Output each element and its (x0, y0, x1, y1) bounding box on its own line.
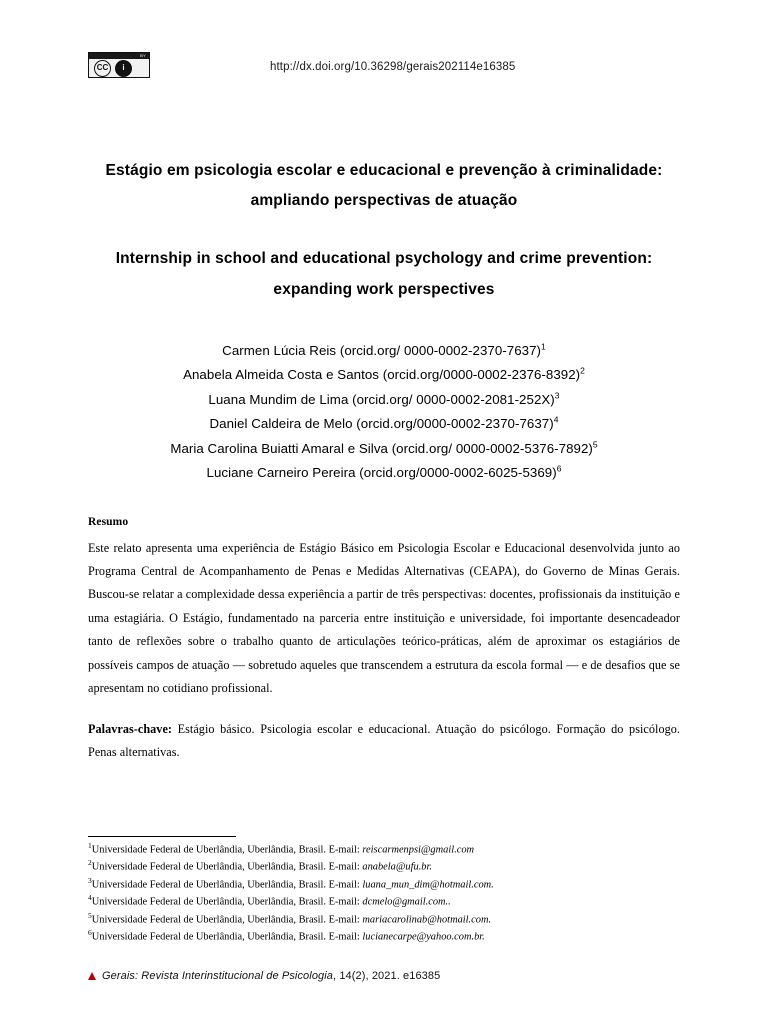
triangle-marker-icon (88, 972, 96, 980)
footnote-marker: 2 (88, 858, 92, 868)
author-footnote-marker: 6 (556, 463, 562, 474)
cc-by-glyph-icon: i (115, 60, 132, 77)
footnote-marker: 1 (88, 841, 92, 850)
doi-link[interactable]: http://dx.doi.org/10.36298/gerais202114e16385 (270, 61, 516, 73)
footnote-email[interactable]: anabela@ufu.br. (362, 861, 432, 873)
author-entry (88, 339, 680, 363)
keywords-text: Estágio básico. Psicologia escolar e educacional. Atuação do psicólogo. Formação do psicólogo. Penas alternativas. (88, 721, 680, 759)
author-entry (88, 461, 680, 485)
author-name: Anabela Almeida Costa e Santos (orcid.org/0000-0002-2376-8392) (183, 367, 581, 383)
author-entry (88, 412, 680, 436)
footnote-affiliation: Universidade Federal de Uberlândia, Uberlândia, Brasil. E-mail: (91, 896, 363, 908)
author-footnote-marker: 3 (554, 390, 560, 401)
license-badge-top-label: BY (89, 53, 149, 59)
article-title-portuguese: Estágio em psicologia escolar e educacional e prevenção à criminalidade: ampliando perspectivas de atuação (105, 162, 663, 210)
author-name: Carmen Lúcia Reis (orcid.org/ 0000-0002-2370-7637) (222, 342, 542, 358)
footnote-email[interactable]: luana_mun_dim@hotmail.com. (362, 879, 494, 891)
license-badge-body (89, 59, 149, 77)
abstract-heading: Resumo (88, 515, 129, 528)
page-footer (88, 970, 440, 982)
footnote-item (88, 841, 680, 858)
page-header (88, 52, 680, 94)
footnote-item (88, 858, 680, 875)
author-footnote-marker: 4 (553, 414, 559, 425)
footer-journal-name: Gerais: Revista Interinstitucional de Psicologia (102, 970, 334, 982)
footnote-email[interactable]: dcmelo@gmail.com.. (362, 896, 451, 908)
footnote-marker: 4 (88, 893, 92, 903)
author-name: Daniel Caldeira de Melo (orcid.org/0000-0002-2370-7637) (209, 416, 554, 432)
author-footnote-marker: 2 (580, 365, 585, 376)
abstract-section (88, 516, 680, 701)
author-name: Luciane Carneiro Pereira (orcid.org/0000-0002-6025-5369) (206, 465, 557, 481)
footnote-item (88, 911, 680, 928)
article-title-english: Internship in school and educational psychology and crime prevention: expanding work perspectives (115, 250, 653, 298)
author-entry (88, 388, 680, 412)
footer-issue-info: , 14(2), 2021. e16385 (333, 970, 441, 982)
footnote-affiliation: Universidade Federal de Uberlândia, Uberlândia, Brasil. E-mail: (91, 879, 363, 891)
footnote-marker: 5 (88, 910, 92, 920)
footnote-email[interactable]: mariacarolinab@hotmail.com. (362, 914, 492, 926)
author-entry (88, 363, 680, 387)
keywords-label: Palavras-chave: (88, 721, 173, 736)
author-name: Luana Mundim de Lima (orcid.org/ 0000-0002-2081-252X) (208, 391, 555, 407)
author-list (88, 339, 680, 486)
footer-citation (102, 970, 440, 982)
abstract-text: Este relato apresenta uma experiência de Estágio Básico em Psicologia Escolar e Educacional desenvolvida junto ao Programa Central de Acompanhamento de Penas e Medidas Alternativas (CEAPA), do Governo de Minas Gerais. Buscou-se relatar a complexidade dessa experiência a partir de três perspectivas: docentes, profissionais da instituição e uma estagiária. O Estágio, fundamentado na parceria entre instituição e universidade, foi importante desencadeador tanto de reflexões sobre o trabalho quanto de articulações teórico-práticas, além de aproximar os estagiários de possíveis campos de atuação — sobretudo aqueles que transcendem a estrutura da escola formal — e de desafios que se apresentam no cotidiano profissional. (88, 540, 680, 696)
footnote-affiliation: Universidade Federal de Uberlândia, Uberlândia, Brasil. E-mail: (91, 931, 363, 943)
cc-glyph-icon: CC (94, 60, 111, 77)
footnote-affiliation: Universidade Federal de Uberlândia, Uberlândia, Brasil. E-mail: (91, 844, 363, 856)
footnote-item (88, 928, 680, 945)
creative-commons-license-icon[interactable] (88, 52, 150, 78)
footnote-email[interactable]: reiscarmenpsi@gmail.com (362, 844, 475, 856)
footnote-marker: 6 (88, 928, 92, 938)
author-entry (88, 437, 680, 461)
footnote-item (88, 893, 680, 910)
footnote-divider (88, 836, 236, 837)
author-name: Maria Carolina Buiatti Amaral e Silva (orcid.org/ 0000-0002-5376-7892) (170, 440, 593, 456)
footnote-email[interactable]: lucianecarpe@yahoo.com.br. (362, 931, 485, 943)
footnote-marker: 3 (88, 875, 92, 885)
author-footnote-marker: 1 (541, 341, 546, 352)
keywords-section (88, 718, 680, 765)
footnote-affiliation: Universidade Federal de Uberlândia, Uberlândia, Brasil. E-mail: (91, 914, 363, 926)
footnotes-section (88, 836, 680, 946)
footnote-affiliation: Universidade Federal de Uberlândia, Uberlândia, Brasil. E-mail: (91, 861, 363, 873)
footnote-item (88, 876, 680, 893)
author-footnote-marker: 5 (592, 439, 598, 450)
